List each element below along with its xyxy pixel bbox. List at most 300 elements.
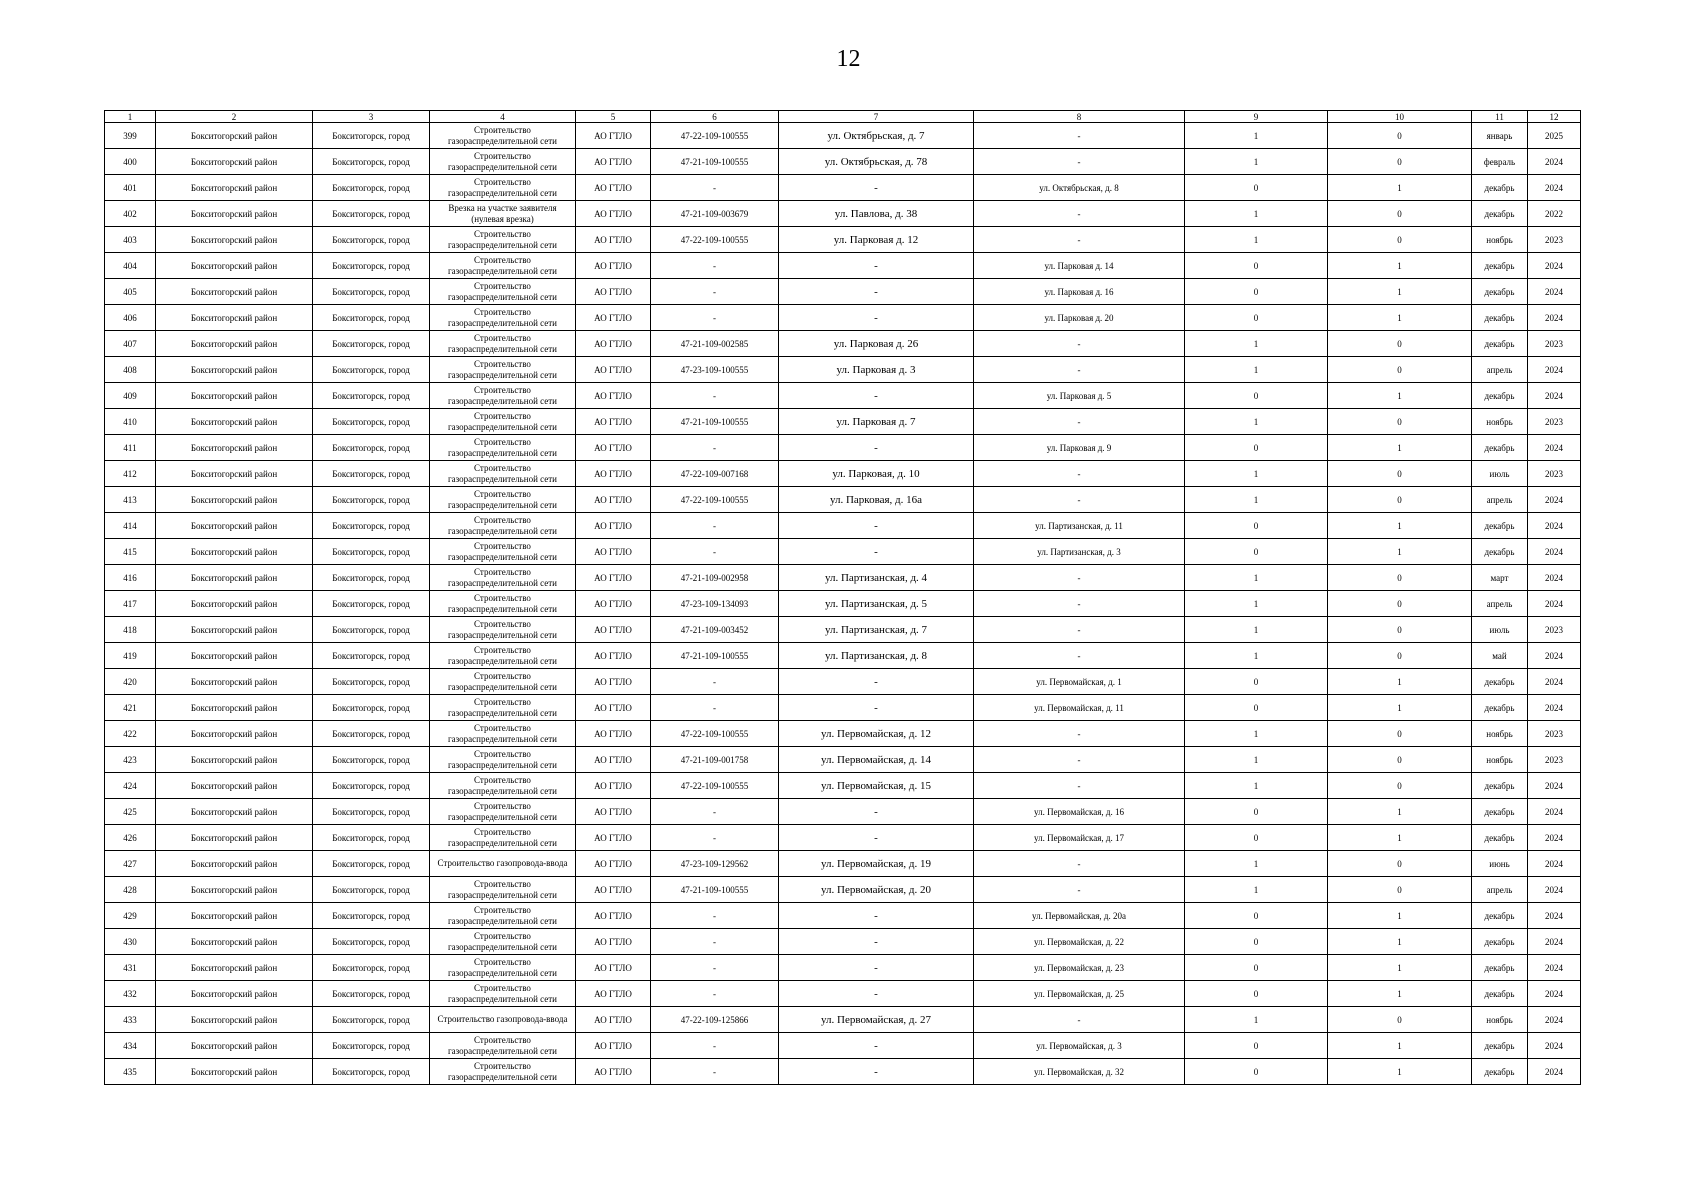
count-a-cell: 0 [1185,981,1328,1007]
address-cell: - [779,669,974,695]
address-cell: ул. Первомайская, д. 20 [779,877,974,903]
organization-cell: АО ГТЛО [576,903,651,929]
work-type-cell: Строительство газораспределительной сети [430,643,576,669]
row-number-cell: 403 [105,227,156,253]
row-number-cell: 416 [105,565,156,591]
address-cell: - [779,253,974,279]
work-type-cell: Врезка на участке заявителя (нулевая врезка) [430,201,576,227]
month-cell: июль [1472,461,1528,487]
cadastral-number-cell: 47-22-109-100555 [651,773,779,799]
cadastral-number-cell: - [651,1033,779,1059]
district-cell: Бокситогорский район [156,747,313,773]
work-type-cell: Строительство газораспределительной сети [430,903,576,929]
count-a-cell: 1 [1185,227,1328,253]
address-cell: - [779,279,974,305]
month-cell: декабрь [1472,929,1528,955]
district-cell: Бокситогорский район [156,643,313,669]
year-cell: 2024 [1528,435,1581,461]
count-a-cell: 1 [1185,565,1328,591]
district-cell: Бокситогорский район [156,617,313,643]
district-cell: Бокситогорский район [156,461,313,487]
alt-address-cell: ул. Первомайская, д. 32 [974,1059,1185,1085]
alt-address-cell: ул. Первомайская, д. 11 [974,695,1185,721]
organization-cell: АО ГТЛО [576,461,651,487]
year-cell: 2024 [1528,539,1581,565]
alt-address-cell: ул. Первомайская, д. 1 [974,669,1185,695]
table-row [105,513,1581,539]
month-cell: июнь [1472,851,1528,877]
cadastral-number-cell: 47-21-109-003679 [651,201,779,227]
row-number-cell: 433 [105,1007,156,1033]
address-cell: - [779,799,974,825]
organization-cell: АО ГТЛО [576,747,651,773]
count-b-cell: 1 [1328,513,1472,539]
settlement-cell: Бокситогорск, город [313,1033,430,1059]
count-a-cell: 0 [1185,305,1328,331]
table-row [105,539,1581,565]
cadastral-number-cell: 47-21-109-100555 [651,149,779,175]
data-table [104,110,1581,1085]
work-type-cell: Строительство газораспределительной сети [430,305,576,331]
count-a-cell: 1 [1185,747,1328,773]
settlement-cell: Бокситогорск, город [313,565,430,591]
organization-cell: АО ГТЛО [576,227,651,253]
year-cell: 2024 [1528,487,1581,513]
address-cell: - [779,929,974,955]
address-cell: ул. Парковая д. 12 [779,227,974,253]
organization-cell: АО ГТЛО [576,929,651,955]
row-number-cell: 399 [105,123,156,149]
count-a-cell: 0 [1185,435,1328,461]
district-cell: Бокситогорский район [156,799,313,825]
month-cell: ноябрь [1472,227,1528,253]
work-type-cell: Строительство газораспределительной сети [430,487,576,513]
year-cell: 2024 [1528,1033,1581,1059]
settlement-cell: Бокситогорск, город [313,487,430,513]
organization-cell: АО ГТЛО [576,773,651,799]
settlement-cell: Бокситогорск, город [313,825,430,851]
month-cell: декабрь [1472,201,1528,227]
alt-address-cell: ул. Парковая д. 14 [974,253,1185,279]
table-row [105,1033,1581,1059]
table-row [105,409,1581,435]
alt-address-cell: ул. Первомайская, д. 23 [974,955,1185,981]
count-b-cell: 0 [1328,747,1472,773]
month-cell: декабрь [1472,955,1528,981]
work-type-cell: Строительство газораспределительной сети [430,825,576,851]
year-cell: 2024 [1528,929,1581,955]
count-b-cell: 0 [1328,461,1472,487]
alt-address-cell: ул. Первомайская, д. 22 [974,929,1185,955]
row-number-cell: 420 [105,669,156,695]
year-cell: 2024 [1528,669,1581,695]
address-cell: - [779,1033,974,1059]
cadastral-number-cell: 47-21-109-001758 [651,747,779,773]
year-cell: 2023 [1528,747,1581,773]
count-b-cell: 1 [1328,383,1472,409]
settlement-cell: Бокситогорск, город [313,123,430,149]
row-number-cell: 424 [105,773,156,799]
district-cell: Бокситогорский район [156,825,313,851]
organization-cell: АО ГТЛО [576,799,651,825]
count-a-cell: 0 [1185,1059,1328,1085]
alt-address-cell: - [974,851,1185,877]
count-b-cell: 1 [1328,435,1472,461]
work-type-cell: Строительство газораспределительной сети [430,981,576,1007]
cadastral-number-cell: - [651,903,779,929]
row-number-cell: 412 [105,461,156,487]
cadastral-number-cell: - [651,799,779,825]
settlement-cell: Бокситогорск, город [313,1007,430,1033]
organization-cell: АО ГТЛО [576,565,651,591]
district-cell: Бокситогорский район [156,357,313,383]
count-b-cell: 1 [1328,539,1472,565]
address-cell: ул. Партизанская, д. 4 [779,565,974,591]
table-body [105,123,1581,1085]
alt-address-cell: - [974,357,1185,383]
work-type-cell: Строительство газораспределительной сети [430,123,576,149]
cadastral-number-cell: - [651,253,779,279]
count-a-cell: 1 [1185,123,1328,149]
count-a-cell: 0 [1185,253,1328,279]
organization-cell: АО ГТЛО [576,643,651,669]
count-b-cell: 0 [1328,877,1472,903]
alt-address-cell: - [974,201,1185,227]
alt-address-cell: - [974,617,1185,643]
count-b-cell: 0 [1328,331,1472,357]
row-number-cell: 407 [105,331,156,357]
count-a-cell: 0 [1185,955,1328,981]
work-type-cell: Строительство газораспределительной сети [430,175,576,201]
cadastral-number-cell: 47-22-109-125866 [651,1007,779,1033]
cadastral-number-cell: - [651,539,779,565]
alt-address-cell: - [974,747,1185,773]
count-a-cell: 0 [1185,825,1328,851]
settlement-cell: Бокситогорск, город [313,149,430,175]
table-row [105,331,1581,357]
cadastral-number-cell: - [651,981,779,1007]
address-cell: - [779,955,974,981]
alt-address-cell: ул. Парковая д. 5 [974,383,1185,409]
count-a-cell: 1 [1185,201,1328,227]
table-row [105,123,1581,149]
table-row [105,877,1581,903]
year-cell: 2024 [1528,903,1581,929]
month-cell: декабрь [1472,383,1528,409]
count-b-cell: 0 [1328,643,1472,669]
table-row [105,643,1581,669]
address-cell: - [779,435,974,461]
row-number-cell: 414 [105,513,156,539]
row-number-cell: 409 [105,383,156,409]
district-cell: Бокситогорский район [156,955,313,981]
work-type-cell: Строительство газораспределительной сети [430,799,576,825]
work-type-cell: Строительство газораспределительной сети [430,591,576,617]
row-number-cell: 419 [105,643,156,669]
year-cell: 2023 [1528,331,1581,357]
count-a-cell: 1 [1185,617,1328,643]
alt-address-cell: ул. Первомайская, д. 16 [974,799,1185,825]
count-b-cell: 1 [1328,695,1472,721]
organization-cell: АО ГТЛО [576,487,651,513]
organization-cell: АО ГТЛО [576,591,651,617]
month-cell: декабрь [1472,799,1528,825]
cadastral-number-cell: - [651,279,779,305]
settlement-cell: Бокситогорск, город [313,513,430,539]
alt-address-cell: - [974,643,1185,669]
count-a-cell: 1 [1185,409,1328,435]
count-b-cell: 1 [1328,903,1472,929]
cadastral-number-cell: 47-21-109-003452 [651,617,779,643]
month-cell: май [1472,643,1528,669]
count-a-cell: 0 [1185,383,1328,409]
count-b-cell: 1 [1328,929,1472,955]
count-a-cell: 1 [1185,1007,1328,1033]
column-header: 5 [576,111,651,123]
organization-cell: АО ГТЛО [576,513,651,539]
count-b-cell: 0 [1328,773,1472,799]
address-cell: ул. Октябрьская, д. 78 [779,149,974,175]
table-row [105,487,1581,513]
year-cell: 2024 [1528,279,1581,305]
work-type-cell: Строительство газораспределительной сети [430,435,576,461]
count-b-cell: 1 [1328,825,1472,851]
table-row [105,1059,1581,1085]
alt-address-cell: ул. Первомайская, д. 25 [974,981,1185,1007]
work-type-cell: Строительство газораспределительной сети [430,1059,576,1085]
address-cell: - [779,903,974,929]
count-a-cell: 0 [1185,513,1328,539]
count-b-cell: 0 [1328,357,1472,383]
settlement-cell: Бокситогорск, город [313,357,430,383]
address-cell: - [779,305,974,331]
month-cell: декабрь [1472,1033,1528,1059]
year-cell: 2024 [1528,383,1581,409]
organization-cell: АО ГТЛО [576,123,651,149]
alt-address-cell: - [974,149,1185,175]
district-cell: Бокситогорский район [156,201,313,227]
settlement-cell: Бокситогорск, город [313,1059,430,1085]
year-cell: 2025 [1528,123,1581,149]
cadastral-number-cell: 47-23-109-129562 [651,851,779,877]
alt-address-cell: - [974,409,1185,435]
count-a-cell: 0 [1185,175,1328,201]
organization-cell: АО ГТЛО [576,669,651,695]
alt-address-cell: - [974,331,1185,357]
settlement-cell: Бокситогорск, город [313,279,430,305]
organization-cell: АО ГТЛО [576,435,651,461]
year-cell: 2024 [1528,591,1581,617]
cadastral-number-cell: - [651,929,779,955]
organization-cell: АО ГТЛО [576,409,651,435]
settlement-cell: Бокситогорск, город [313,851,430,877]
settlement-cell: Бокситогорск, город [313,201,430,227]
row-number-cell: 421 [105,695,156,721]
organization-cell: АО ГТЛО [576,383,651,409]
address-cell: ул. Парковая, д. 10 [779,461,974,487]
count-b-cell: 0 [1328,201,1472,227]
district-cell: Бокситогорский район [156,773,313,799]
work-type-cell: Строительство газораспределительной сети [430,253,576,279]
address-cell: ул. Партизанская, д. 8 [779,643,974,669]
settlement-cell: Бокситогорск, город [313,773,430,799]
settlement-cell: Бокситогорск, город [313,669,430,695]
alt-address-cell: ул. Парковая д. 16 [974,279,1185,305]
cadastral-number-cell: 47-21-109-100555 [651,409,779,435]
row-number-cell: 427 [105,851,156,877]
year-cell: 2024 [1528,149,1581,175]
row-number-cell: 413 [105,487,156,513]
row-number-cell: 428 [105,877,156,903]
count-b-cell: 0 [1328,1007,1472,1033]
count-b-cell: 1 [1328,955,1472,981]
count-b-cell: 1 [1328,279,1472,305]
settlement-cell: Бокситогорск, город [313,227,430,253]
cadastral-number-cell: - [651,383,779,409]
settlement-cell: Бокситогорск, город [313,877,430,903]
work-type-cell: Строительство газопровода-ввода [430,1007,576,1033]
table-row [105,773,1581,799]
district-cell: Бокситогорский район [156,305,313,331]
month-cell: апрель [1472,487,1528,513]
cadastral-number-cell: - [651,669,779,695]
cadastral-number-cell: - [651,695,779,721]
table-row [105,799,1581,825]
table-row [105,981,1581,1007]
settlement-cell: Бокситогорск, город [313,903,430,929]
district-cell: Бокситогорский район [156,383,313,409]
row-number-cell: 417 [105,591,156,617]
table-row [105,461,1581,487]
month-cell: декабрь [1472,669,1528,695]
column-header: 12 [1528,111,1581,123]
year-cell: 2024 [1528,851,1581,877]
column-header: 1 [105,111,156,123]
table-row [105,903,1581,929]
district-cell: Бокситогорский район [156,903,313,929]
work-type-cell: Строительство газораспределительной сети [430,513,576,539]
settlement-cell: Бокситогорск, город [313,409,430,435]
settlement-cell: Бокситогорск, город [313,175,430,201]
count-a-cell: 0 [1185,929,1328,955]
alt-address-cell: ул. Парковая д. 9 [974,435,1185,461]
count-b-cell: 1 [1328,1033,1472,1059]
row-number-cell: 431 [105,955,156,981]
organization-cell: АО ГТЛО [576,539,651,565]
work-type-cell: Строительство газораспределительной сети [430,955,576,981]
address-cell: ул. Парковая д. 7 [779,409,974,435]
count-a-cell: 0 [1185,669,1328,695]
alt-address-cell: - [974,773,1185,799]
year-cell: 2023 [1528,461,1581,487]
row-number-cell: 402 [105,201,156,227]
table-row [105,305,1581,331]
alt-address-cell: ул. Первомайская, д. 17 [974,825,1185,851]
alt-address-cell: - [974,1007,1185,1033]
work-type-cell: Строительство газопровода-ввода [430,851,576,877]
year-cell: 2023 [1528,227,1581,253]
month-cell: декабрь [1472,305,1528,331]
work-type-cell: Строительство газораспределительной сети [430,227,576,253]
column-header: 2 [156,111,313,123]
address-cell: - [779,175,974,201]
table-row [105,383,1581,409]
count-b-cell: 0 [1328,617,1472,643]
row-number-cell: 430 [105,929,156,955]
table-row [105,565,1581,591]
count-b-cell: 0 [1328,721,1472,747]
count-a-cell: 0 [1185,1033,1328,1059]
count-a-cell: 1 [1185,721,1328,747]
address-cell: ул. Первомайская, д. 14 [779,747,974,773]
work-type-cell: Строительство газораспределительной сети [430,669,576,695]
row-number-cell: 435 [105,1059,156,1085]
address-cell: - [779,383,974,409]
year-cell: 2024 [1528,981,1581,1007]
month-cell: декабрь [1472,695,1528,721]
table-row [105,721,1581,747]
district-cell: Бокситогорский район [156,981,313,1007]
organization-cell: АО ГТЛО [576,1007,651,1033]
settlement-cell: Бокситогорск, город [313,383,430,409]
count-b-cell: 0 [1328,227,1472,253]
row-number-cell: 434 [105,1033,156,1059]
month-cell: декабрь [1472,253,1528,279]
table-row [105,253,1581,279]
alt-address-cell: - [974,227,1185,253]
month-cell: декабрь [1472,435,1528,461]
month-cell: апрель [1472,591,1528,617]
address-cell: ул. Парковая д. 3 [779,357,974,383]
row-number-cell: 425 [105,799,156,825]
work-type-cell: Строительство газораспределительной сети [430,929,576,955]
month-cell: декабрь [1472,331,1528,357]
year-cell: 2023 [1528,617,1581,643]
alt-address-cell: ул. Первомайская, д. 3 [974,1033,1185,1059]
district-cell: Бокситогорский район [156,487,313,513]
work-type-cell: Строительство газораспределительной сети [430,773,576,799]
district-cell: Бокситогорский район [156,929,313,955]
count-b-cell: 1 [1328,253,1472,279]
month-cell: декабрь [1472,175,1528,201]
district-cell: Бокситогорский район [156,123,313,149]
organization-cell: АО ГТЛО [576,955,651,981]
month-cell: декабрь [1472,903,1528,929]
settlement-cell: Бокситогорск, город [313,721,430,747]
row-number-cell: 422 [105,721,156,747]
count-b-cell: 1 [1328,1059,1472,1085]
address-cell: ул. Первомайская, д. 12 [779,721,974,747]
year-cell: 2024 [1528,357,1581,383]
alt-address-cell: - [974,123,1185,149]
address-cell: ул. Первомайская, д. 19 [779,851,974,877]
table-row [105,227,1581,253]
work-type-cell: Строительство газораспределительной сети [430,149,576,175]
row-number-cell: 423 [105,747,156,773]
table-row [105,149,1581,175]
count-b-cell: 1 [1328,799,1472,825]
year-cell: 2023 [1528,721,1581,747]
alt-address-cell: ул. Парковая д. 20 [974,305,1185,331]
district-cell: Бокситогорский район [156,851,313,877]
month-cell: декабрь [1472,1059,1528,1085]
column-header: 8 [974,111,1185,123]
cadastral-number-cell: - [651,435,779,461]
settlement-cell: Бокситогорск, город [313,539,430,565]
month-cell: март [1472,565,1528,591]
row-number-cell: 405 [105,279,156,305]
year-cell: 2024 [1528,773,1581,799]
